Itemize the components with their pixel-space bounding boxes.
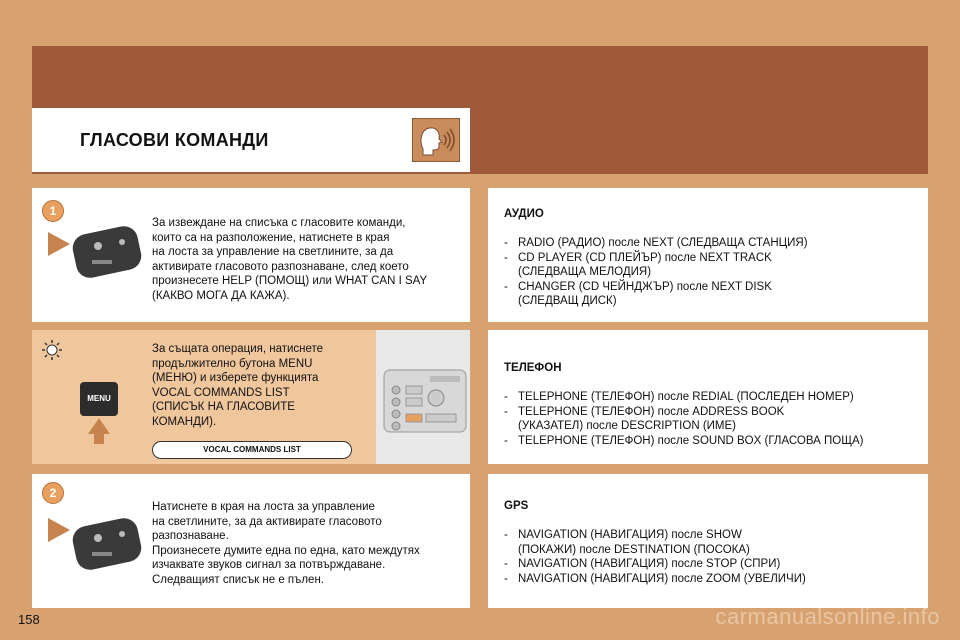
step2-badge: 2 bbox=[42, 482, 64, 504]
tip-panel bbox=[32, 330, 470, 464]
step2-text: Натиснете в края на лоста за управление на светлините, за да активирате гласовото разпознаване. Произнесете думите една по една, като междутях изчаквате звуков сигнал за потвърждаване. Следващият списък не е пълен. bbox=[152, 501, 420, 586]
step1-text: За извеждане на списъка с гласовите команди, които са на разположение, натиснете в края на лоста за управление на светлините, за да активирате гласовото разпознаване, след което произнесете HELP (ПОМОЩ) или WHAT CAN I SAY (КАКВО МОГА ДА КАЖА). bbox=[152, 217, 428, 302]
list-item: - TELEPHONE (ТЕЛЕФОН) после ADDRESS BOOK (УКАЗАТЕЛ) после DESCRIPTION (ИМЕ) bbox=[504, 405, 785, 432]
page-title: ГЛАСОВИ КОМАНДИ bbox=[80, 130, 269, 150]
arrow-right-icon bbox=[48, 232, 70, 256]
list-item-text: TELEPHONE (ТЕЛЕФОН) после SOUND BOX (ГЛАСОВА ПОЩА) bbox=[518, 434, 864, 447]
list-item-text: CD PLAYER (CD ПЛЕЙЪР) после NEXT TRACK (СЛЕДВАЩА МЕЛОДИЯ) bbox=[518, 251, 772, 278]
list-item: - TELEPHONE (ТЕЛЕФОН) после REDIAL (ПОСЛЕДЕН НОМЕР) bbox=[504, 391, 854, 403]
list-item: - CD PLAYER (CD ПЛЕЙЪР) после NEXT TRACK (СЛЕДВАЩА МЕЛОДИЯ) bbox=[504, 251, 772, 278]
vocal-commands-pill: VOCAL COMMANDS LIST bbox=[152, 441, 352, 459]
list-item-text: TELEPHONE (ТЕЛЕФОН) после ADDRESS BOOK (УКАЗАТЕЛ) после DESCRIPTION (ИМЕ) bbox=[518, 405, 785, 432]
list-item: - NAVIGATION (НАВИГАЦИЯ) после ZOOM (УВЕЛИЧИ) bbox=[504, 572, 806, 585]
step1-panel bbox=[32, 188, 470, 322]
radio-panel-image bbox=[376, 330, 470, 464]
page-number: 158 bbox=[18, 612, 40, 627]
list-item-text: NAVIGATION (НАВИГАЦИЯ) после ZOOM (УВЕЛИЧИ) bbox=[518, 572, 806, 585]
audio-list bbox=[504, 236, 808, 309]
list-item-text: RADIO (РАДИО) после NEXT (СЛЕДВАЩА СТАНЦИЯ) bbox=[518, 237, 808, 249]
gps-list bbox=[504, 528, 806, 586]
voice-command-icon bbox=[412, 118, 460, 162]
list-item-text: TELEPHONE (ТЕЛЕФОН) после REDIAL (ПОСЛЕДЕН НОМЕР) bbox=[518, 391, 854, 403]
arrow-right-icon bbox=[48, 518, 70, 542]
gps-heading: GPS bbox=[504, 500, 529, 512]
list-item: - RADIO (РАДИО) после NEXT (СЛЕДВАЩА СТАНЦИЯ) bbox=[504, 237, 808, 249]
gps-panel bbox=[488, 474, 928, 608]
phone-panel bbox=[488, 330, 928, 464]
list-item: - NAVIGATION (НАВИГАЦИЯ) после SHOW (ПОКАЖИ) после DESTINATION (ПОСОКА) bbox=[504, 529, 750, 556]
tip-text: За същата операция, натиснете продължително бутона MENU (МЕНЮ) и изберете функцията VOCAL COMMANDS LIST (СПИСЪК НА ГЛАСОВИТЕ КОМАНДИ). bbox=[152, 343, 324, 428]
title-box bbox=[32, 108, 470, 172]
light-stalk-icon bbox=[72, 514, 144, 577]
list-item: - NAVIGATION (НАВИГАЦИЯ) после STOP (СПРИ) bbox=[504, 558, 781, 570]
watermark: carmanualsonline.info bbox=[715, 604, 940, 629]
step1-badge: 1 bbox=[42, 200, 64, 222]
light-bulb-icon bbox=[40, 338, 64, 362]
audio-panel bbox=[488, 188, 928, 322]
menu-button: MENU bbox=[80, 382, 118, 416]
list-item: - TELEPHONE (ТЕЛЕФОН) после SOUND BOX (ГЛАСОВА ПОЩА) bbox=[504, 434, 864, 447]
list-item-text: NAVIGATION (НАВИГАЦИЯ) после STOP (СПРИ) bbox=[518, 558, 781, 570]
phone-list bbox=[504, 390, 864, 448]
arrow-up-stem bbox=[94, 434, 104, 444]
light-stalk-icon bbox=[72, 222, 144, 285]
list-item: - CHANGER (CD ЧЕЙНДЖЪР) после NEXT DISK (СЛЕДВАЩ ДИСК) bbox=[504, 280, 772, 307]
list-item-text: CHANGER (CD ЧЕЙНДЖЪР) после NEXT DISK (СЛЕДВАЩ ДИСК) bbox=[518, 280, 772, 307]
arrow-up-icon bbox=[88, 418, 110, 434]
list-item-text: NAVIGATION (НАВИГАЦИЯ) после SHOW (ПОКАЖИ) после DESTINATION (ПОСОКА) bbox=[518, 529, 750, 556]
step2-panel bbox=[32, 474, 470, 608]
phone-heading: ТЕЛЕФОН bbox=[504, 362, 562, 374]
audio-heading: АУДИО bbox=[504, 208, 544, 220]
